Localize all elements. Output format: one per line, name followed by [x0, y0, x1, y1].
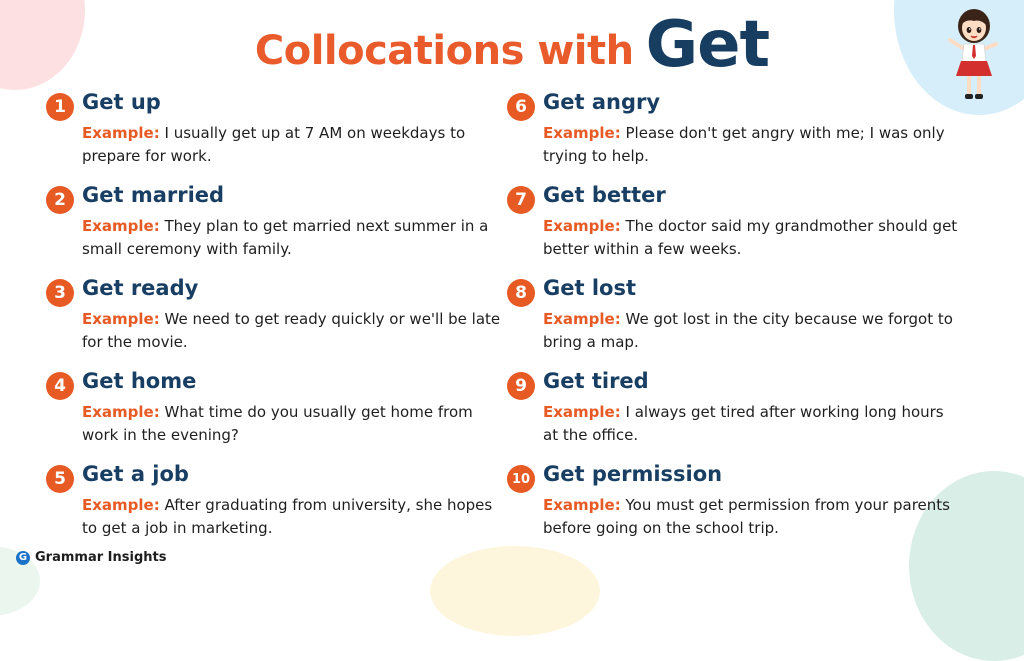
- example-sentence: The doctor said my grandmother should get better within a few weeks.: [543, 217, 958, 258]
- collocation-list-left: [46, 90, 506, 555]
- example-sentence: What time do you usually get home from work in the evening?: [82, 403, 473, 444]
- number-badge: 6: [507, 93, 535, 121]
- example-text: [82, 401, 502, 447]
- schoolgirl-mascot-illustration: [936, 4, 1006, 108]
- brand-name: Grammar Insights: [35, 550, 167, 565]
- collocation-item: [46, 276, 506, 369]
- example-label: Example:: [82, 310, 160, 328]
- example-label: Example:: [543, 403, 621, 421]
- collocation-phrase: Get married: [82, 183, 225, 207]
- brand-logo: [16, 550, 166, 565]
- example-sentence: Please don't get angry with me; I was only trying to help.: [543, 124, 945, 165]
- collocation-phrase: Get angry: [543, 90, 661, 114]
- number-badge: 2: [46, 186, 74, 214]
- collocation-item: [46, 90, 506, 183]
- number-badge: 8: [507, 279, 535, 307]
- collocation-list-right: [507, 90, 967, 555]
- collocation-phrase: Get lost: [543, 276, 636, 300]
- example-label: Example:: [543, 217, 621, 235]
- collocation-phrase: Get tired: [543, 369, 649, 393]
- example-sentence: I usually get up at 7 AM on weekdays to prepare for work.: [82, 124, 466, 165]
- example-sentence: They plan to get married next summer in a small ceremony with family.: [82, 217, 489, 258]
- collocation-phrase: Get home: [82, 369, 197, 393]
- example-text: [82, 494, 502, 540]
- collocation-item: [507, 183, 967, 276]
- number-badge: 1: [46, 93, 74, 121]
- example-text: [543, 215, 963, 261]
- number-badge: 3: [46, 279, 74, 307]
- page-title: [0, 8, 1024, 82]
- collocation-item: [507, 462, 967, 555]
- collocation-phrase: Get a job: [82, 462, 189, 486]
- number-badge: 5: [46, 465, 74, 493]
- example-label: Example:: [82, 403, 160, 421]
- example-text: [543, 494, 963, 540]
- decor-blob-bottom-middle: [430, 546, 600, 636]
- example-text: [543, 308, 963, 354]
- example-sentence: I always get tired after working long hours at the office.: [543, 403, 944, 444]
- collocation-item: [507, 276, 967, 369]
- collocation-item: [46, 462, 506, 555]
- example-sentence: After graduating from university, she hopes to get a job in marketing.: [82, 496, 493, 537]
- example-label: Example:: [543, 124, 621, 142]
- example-label: Example:: [543, 496, 621, 514]
- example-label: Example:: [82, 217, 160, 235]
- collocation-item: [46, 183, 506, 276]
- grammar-insights-logo-icon: G: [16, 551, 30, 565]
- number-badge: 10: [507, 465, 535, 493]
- example-text: [82, 122, 502, 168]
- example-label: Example:: [82, 124, 160, 142]
- number-badge: 4: [46, 372, 74, 400]
- collocation-item: [507, 369, 967, 462]
- example-text: [543, 122, 963, 168]
- collocation-item: [507, 90, 967, 183]
- example-text: [82, 215, 502, 261]
- collocation-phrase: Get better: [543, 183, 666, 207]
- example-label: Example:: [82, 496, 160, 514]
- number-badge: 9: [507, 372, 535, 400]
- example-sentence: We got lost in the city because we forgot to bring a map.: [543, 310, 953, 351]
- example-text: [543, 401, 963, 447]
- collocation-phrase: Get up: [82, 90, 161, 114]
- collocation-phrase: Get ready: [82, 276, 199, 300]
- example-label: Example:: [543, 310, 621, 328]
- title-prefix: Collocations with: [254, 28, 634, 74]
- collocation-item: [46, 369, 506, 462]
- example-sentence: We need to get ready quickly or we'll be late for the movie.: [82, 310, 501, 351]
- title-word: Get: [645, 8, 770, 82]
- example-sentence: You must get permission from your parents before going on the school trip.: [543, 496, 950, 537]
- collocation-phrase: Get permission: [543, 462, 723, 486]
- example-text: [82, 308, 502, 354]
- number-badge: 7: [507, 186, 535, 214]
